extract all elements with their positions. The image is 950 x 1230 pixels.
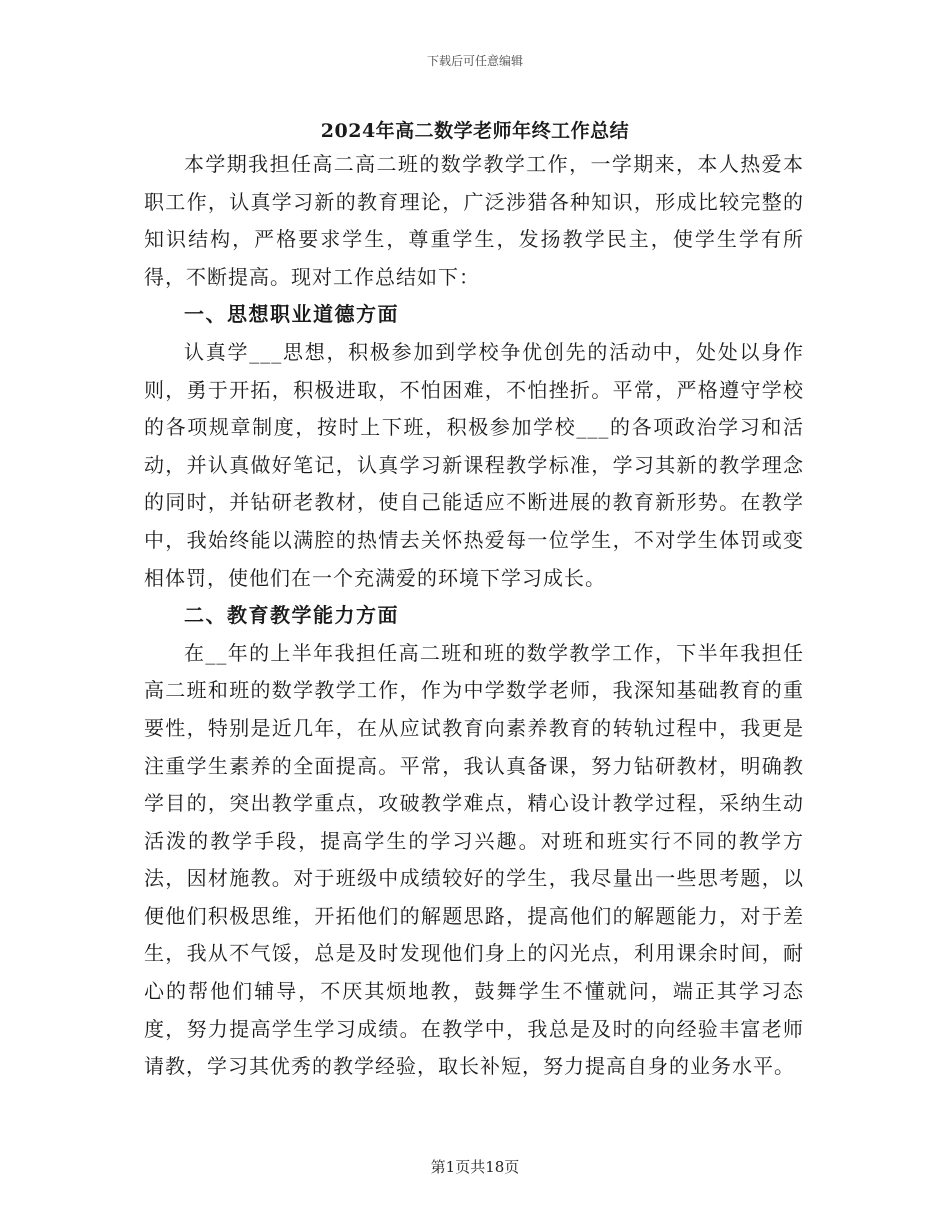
document-title: 2024年高二数学老师年终工作总结 <box>320 120 630 142</box>
intro-paragraph: 本学期我担任高二高二班的数学教学工作，一学期来，本人热爱本职工作，认真学习新的教育理论，广泛涉猎各种知识，形成比较完整的知识结构，严格要求学生，尊重学生，发扬教学民主，使学生学有所得，不断提高。现对工作总结如下： <box>144 152 804 289</box>
section-heading-1: 一、思想职业道德方面 <box>184 302 399 327</box>
section-heading-2: 二、教育教学能力方面 <box>184 603 399 628</box>
page-number-footer: 第1页共18页 <box>430 1158 520 1176</box>
document-body <box>144 146 804 1086</box>
section-2-paragraph: 在__年的上半年我担任高二班和班的数学教学工作，下半年我担任高二班和班的数学教学工作，作为中学数学老师，我深知基础教育的重要性，特别是近几年，在从应试教育向素养教育的转轨过程中，我更是注重学生素养的全面提高。平常，我认真备课，努力钻研教材，明确教学目的，突出教学重点，攻破教学难点，精心设计教学过程，采纳生动活泼的教学手段，提高学生的学习兴趣。对班和班实行不同的教学方法，因材施教。对于班级中成绩较好的学生，我尽量出一些思考题，以便他们积极思维，开拓他们的解题思路，提高他们的解题能力，对于差生，我从不气馁，总是及时发现他们身上的闪光点，利用课余时间，耐心的帮他们辅导，不厌其烦地教，鼓舞学生不懂就问，端正其学习态度，努力提高学生学习成绩。在教学中，我总是及时的向经验丰富老师请教，学习其优秀的教学经验，取长补短，努力提高自身的业务水平。 <box>144 640 804 1079</box>
page-header-note: 下载后可任意编辑 <box>426 54 523 68</box>
section-1-paragraph: 认真学___思想，积极参加到学校争优创先的活动中，处处以身作则，勇于开拓，积极进取，不怕困难，不怕挫折。平常，严格遵守学校的各项规章制度，按时上下班，积极参加学校___的各项政治学习和活动，并认真做好笔记，认真学习新课程教学标准，学习其新的教学理念的同时，并钻研老教材，使自己能适应不断进展的教育新形势。在教学中，我始终能以满腔的热情去关怀热爱每一位学生，不对学生体罚或变相体罚，使他们在一个充满爱的环境下学习成长。 <box>144 339 804 590</box>
